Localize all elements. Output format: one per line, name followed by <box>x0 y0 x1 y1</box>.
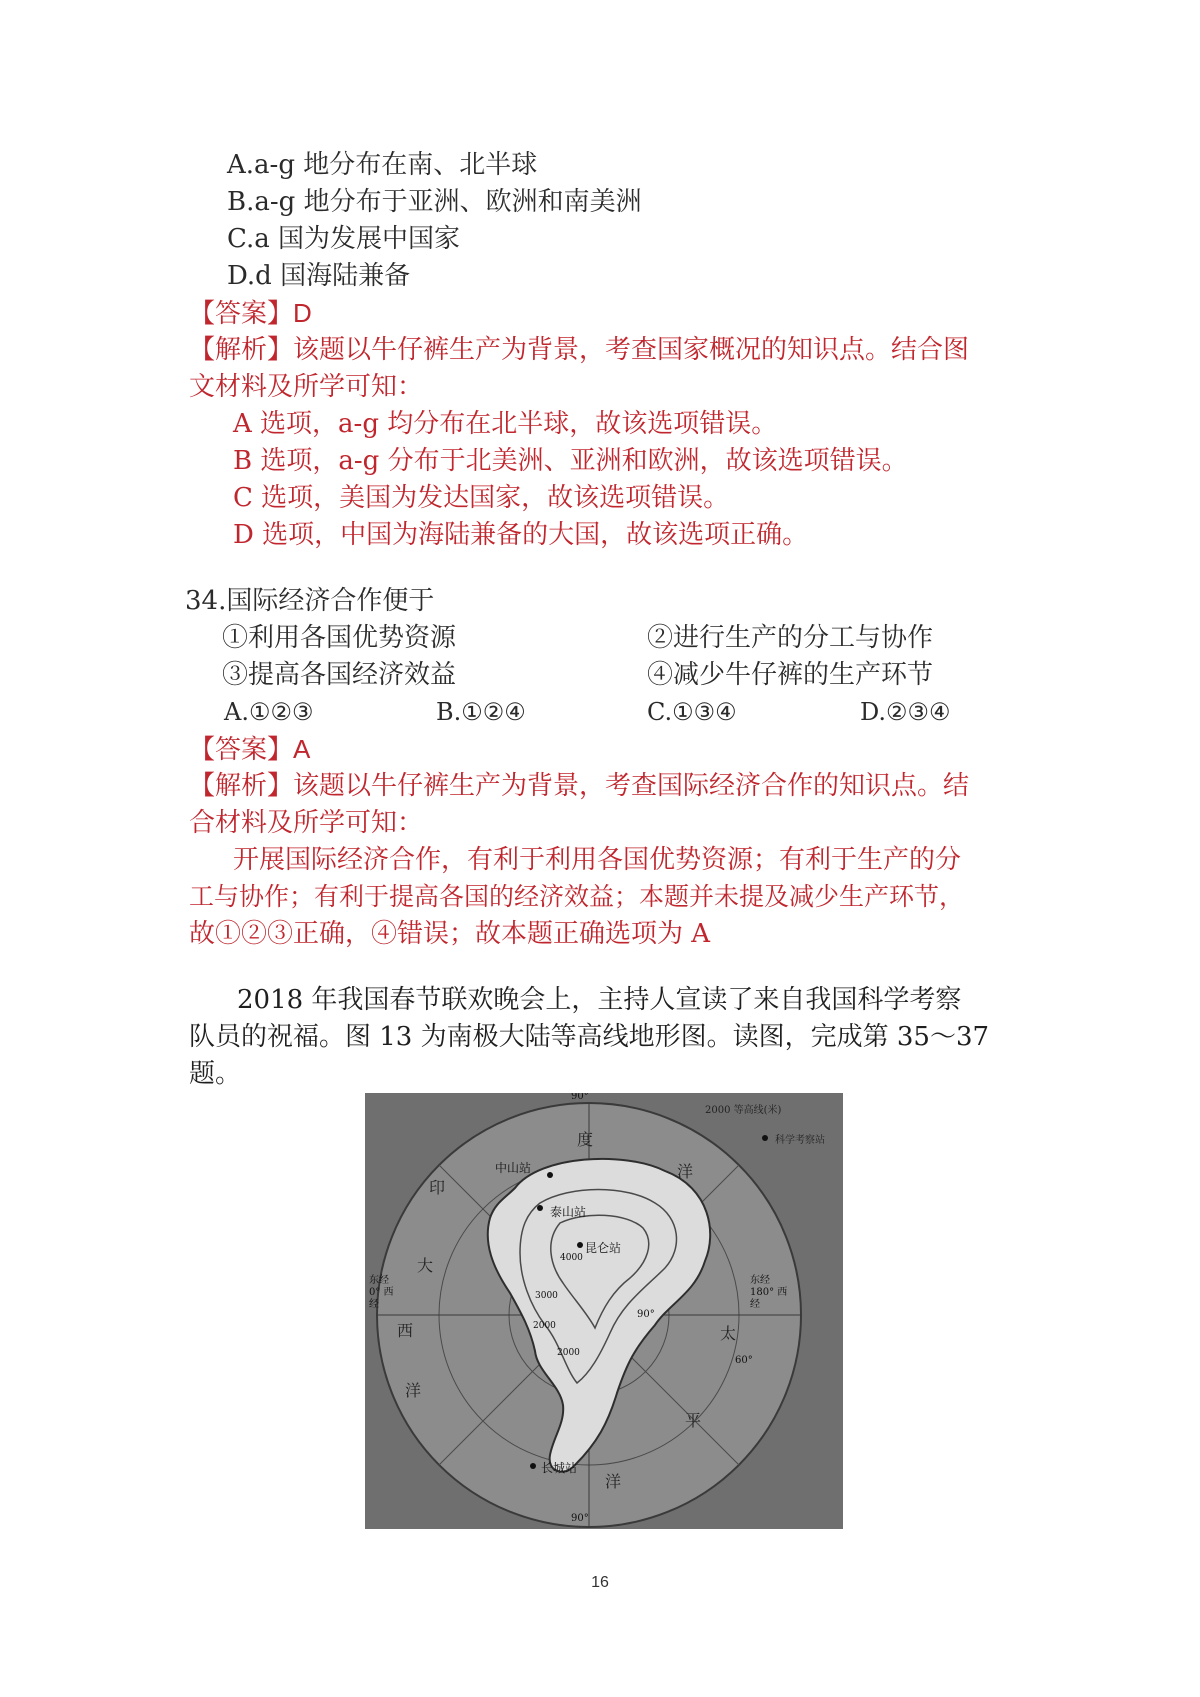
q34-item-2: ②进行生产的分工与协作 <box>647 623 934 653</box>
longitude-label: 东经 180° 西经 <box>750 1275 788 1310</box>
q33-option-b: B.a-g 地分布于亚洲、欧洲和南美洲 <box>227 187 642 217</box>
analysis-tag: 【解析】 <box>189 771 294 801</box>
q34-detail-line2: 工与协作；有利于提高各国的经济效益；本题并未提及减少生产环节， <box>189 882 965 911</box>
ocean-char: 洋 <box>405 1381 422 1400</box>
analysis-text: 该题以牛仔裤生产为背景，考查国际经济合作的知识点。结 <box>293 771 970 801</box>
page-number: 16 <box>591 1574 609 1591</box>
q33-analysis-line1 <box>189 332 969 368</box>
q34-choice-a: A.①②③ <box>224 698 314 726</box>
q34-item-3: ③提高各国经济效益 <box>222 660 457 690</box>
legend-station: 科学考察站 <box>775 1135 825 1146</box>
ocean-char: 度 <box>577 1130 594 1149</box>
ocean-char: 洋 <box>677 1162 694 1181</box>
q34-answer <box>189 731 310 768</box>
legend-station-dot <box>762 1135 768 1141</box>
longitude-label: 60° <box>735 1355 753 1366</box>
q34-item-1: ①利用各国优势资源 <box>222 623 457 653</box>
longitude-label: 90° <box>637 1309 655 1320</box>
intro-line1: 2018 年我国春节联欢晚会上，主持人宣读了来自我国科学考察 <box>237 985 962 1015</box>
longitude-label: 90° <box>571 1093 589 1102</box>
q33-explanation-c: C 选项，美国为发达国家，故该选项错误。 <box>233 483 730 513</box>
intro-line2: 队员的祝福。图 13 为南极大陆等高线地形图。读图，完成第 35～37 <box>189 1022 990 1052</box>
q34-stem: 34.国际经济合作便于 <box>185 586 435 616</box>
answer-tag: 【答案】 <box>189 299 294 329</box>
longitude-label: 东经 0° 西经 <box>369 1275 394 1310</box>
antarctica-map <box>365 1093 843 1529</box>
longitude-label: 90° <box>571 1513 589 1524</box>
q34-analysis-line1 <box>189 768 969 804</box>
q33-explanation-a: A 选项，a-g 均分布在北半球，故该选项错误。 <box>233 409 778 439</box>
answer-value: D <box>293 298 312 328</box>
contour-label: 2000 <box>533 1321 556 1331</box>
q33-explanation-d: D 选项，中国为海陆兼备的大国，故该选项正确。 <box>233 520 809 550</box>
q33-option-c: C.a 国为发展中国家 <box>227 224 460 254</box>
station-dot-kunlun <box>577 1242 583 1248</box>
q34-choice-d: D.②③④ <box>860 698 951 726</box>
station-label-taishan: 泰山站 <box>550 1205 587 1219</box>
q33-option-a: A.a-g 地分布在南、北半球 <box>227 150 538 180</box>
q33-explanation-b: B 选项，a-g 分布于北美洲、亚洲和欧洲，故该选项错误。 <box>233 446 908 476</box>
q34-item-4: ④减少牛仔裤的生产环节 <box>647 660 934 690</box>
q34-choice-c: C.①③④ <box>647 698 737 726</box>
station-dot-zhongshan <box>547 1172 553 1178</box>
q33-option-d: D.d 国海陆兼备 <box>227 261 411 291</box>
contour-label: 4000 <box>560 1253 583 1263</box>
legend-contour: 2000 等高线(米) <box>705 1105 782 1116</box>
analysis-tag: 【解析】 <box>189 335 294 365</box>
analysis-text: 该题以牛仔裤生产为背景，考查国家概况的知识点。结合图 <box>293 335 970 365</box>
q34-detail-line3: 故①②③正确，④错误；故本题正确选项为 A <box>189 919 711 949</box>
ocean-char: 大 <box>417 1256 434 1275</box>
ocean-char: 西 <box>397 1321 414 1340</box>
q34-choice-b: B.①②④ <box>436 698 526 726</box>
q34-analysis-line2: 合材料及所学可知： <box>189 808 424 838</box>
answer-value: A <box>293 734 311 764</box>
station-dot-changcheng <box>530 1463 536 1469</box>
station-dot-taishan <box>537 1205 543 1211</box>
q33-answer <box>189 295 312 332</box>
contour-label: 3000 <box>535 1291 558 1301</box>
intro-line3: 题。 <box>189 1059 242 1089</box>
antarctica-map-svg <box>365 1093 843 1529</box>
q34-detail-line1: 开展国际经济合作，有利于利用各国优势资源；有利于生产的分 <box>233 845 962 875</box>
ocean-char: 太 <box>720 1324 737 1343</box>
ocean-char: 洋 <box>605 1472 622 1491</box>
station-label-zhongshan: 中山站 <box>495 1161 532 1175</box>
contour-label: 2000 <box>557 1348 580 1358</box>
station-label-changcheng: 长城站 <box>541 1461 578 1475</box>
answer-tag: 【答案】 <box>189 735 294 765</box>
ocean-char: 印 <box>429 1178 446 1197</box>
ocean-char: 平 <box>685 1411 702 1430</box>
q33-analysis-line2: 文材料及所学可知： <box>189 372 424 402</box>
station-label-kunlun: 昆仑站 <box>585 1241 622 1255</box>
